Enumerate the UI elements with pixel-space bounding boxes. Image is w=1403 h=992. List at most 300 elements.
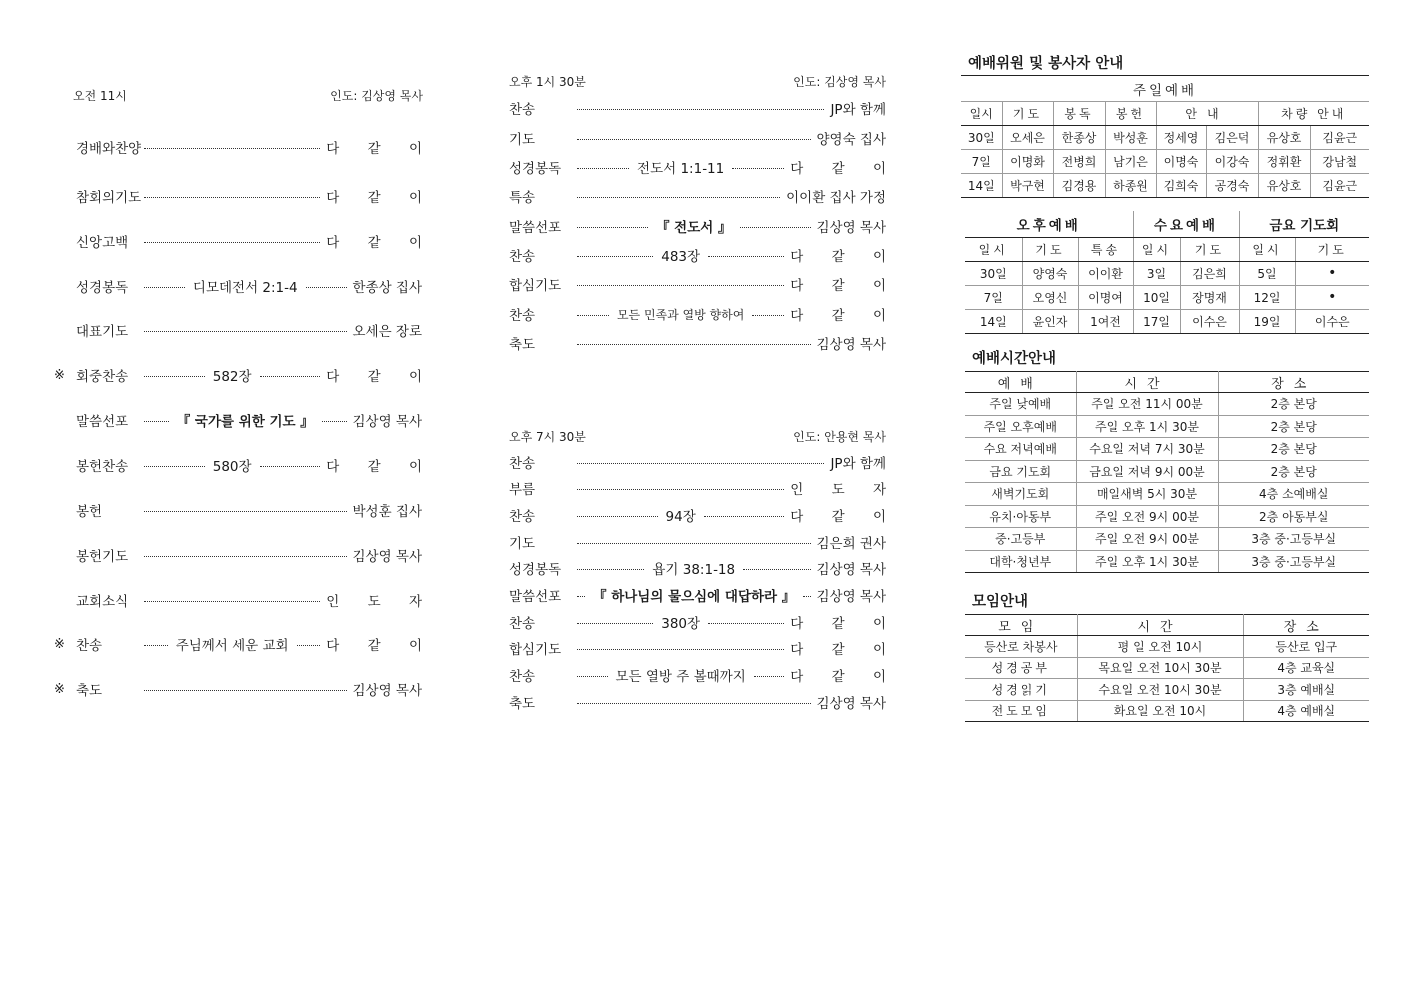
col-header: 장소 xyxy=(1218,372,1369,393)
col-header: 기도 xyxy=(1180,237,1239,261)
order-leader-line xyxy=(144,365,320,385)
table-cell: 한종상 xyxy=(1053,125,1105,149)
order-label: 기도 xyxy=(509,536,536,552)
dot-leader xyxy=(297,645,321,646)
order-leader-line xyxy=(144,240,320,243)
order-responsible: 다 같 이 xyxy=(790,642,898,658)
table-cell: 등산로 입구 xyxy=(1243,636,1369,658)
dot-leader xyxy=(144,287,185,288)
dot-leader xyxy=(740,227,811,228)
table-row xyxy=(965,309,1369,333)
service-leader: 인도: 안용현 목사 xyxy=(793,430,886,444)
order-item xyxy=(509,304,898,324)
table-row xyxy=(965,550,1369,573)
order-detail: 『 전도서 』 xyxy=(655,220,732,236)
order-item xyxy=(76,500,422,520)
table-row xyxy=(961,125,1369,149)
order-leader-line xyxy=(144,195,320,198)
servers-title-rule xyxy=(961,75,1369,76)
table-cell: 30일 xyxy=(965,261,1022,285)
servers-title: 예배위원 및 봉사자 안내 xyxy=(968,56,1124,72)
dot-leader xyxy=(577,109,824,110)
table-cell: 남기은 xyxy=(1105,149,1156,173)
order-label: 축도 xyxy=(509,337,536,353)
dot-leader xyxy=(577,649,784,650)
table-cell: 수요일 오전 10시 30분 xyxy=(1077,679,1243,701)
dot-leader xyxy=(577,285,784,286)
order-responsible: 이이환 집사 가정 xyxy=(786,190,886,206)
table-cell: 중·고등부 xyxy=(965,528,1076,551)
evening-service-header xyxy=(509,428,886,445)
order-leader-line xyxy=(577,647,784,650)
col-header: 일시 xyxy=(961,101,1002,125)
order-leader-line xyxy=(577,461,824,464)
order-leader-line xyxy=(144,146,320,149)
order-leader-line xyxy=(577,665,784,685)
table-cell: 성경읽기 xyxy=(965,679,1077,701)
dot-leader xyxy=(577,315,609,316)
dot-leader xyxy=(577,227,648,228)
dot-leader xyxy=(577,703,811,704)
table-row xyxy=(965,415,1369,438)
table-cell: 이강숙 xyxy=(1206,149,1258,173)
table-cell: 1여전 xyxy=(1078,309,1133,333)
order-item xyxy=(76,137,434,157)
col-header: 시간 xyxy=(1077,615,1243,636)
friday-group-title: 금요 기도회 xyxy=(1269,217,1340,234)
table-cell: 4층 소예배실 xyxy=(1218,483,1369,506)
table-row xyxy=(965,393,1369,416)
order-item xyxy=(509,128,886,148)
order-label: 봉헌 xyxy=(76,504,103,520)
table-cell: 주일 오전 9시 00분 xyxy=(1076,505,1218,528)
table-cell: 7일 xyxy=(965,285,1022,309)
service-leader: 인도: 김상영 목사 xyxy=(330,89,423,103)
table-cell: 이수은 xyxy=(1180,309,1239,333)
order-item xyxy=(509,333,886,353)
order-responsible: 김상영 목사 xyxy=(352,683,422,699)
order-responsible: 김상영 목사 xyxy=(816,589,886,605)
order-detail: 380장 xyxy=(661,616,701,632)
dot-leader xyxy=(577,168,629,169)
table-cell: 4층 예배실 xyxy=(1243,700,1369,722)
table-cell: 유상호 xyxy=(1258,173,1310,197)
morning-service-header xyxy=(73,87,423,104)
table-cell: 수요 저녁예배 xyxy=(965,438,1076,461)
order-responsible: 김상영 목사 xyxy=(816,562,886,578)
order-item xyxy=(509,274,898,294)
table-cell: 전병희 xyxy=(1053,149,1105,173)
table-cell: 이명여 xyxy=(1078,285,1133,309)
dot-leader xyxy=(144,242,320,243)
order-responsible: 김상영 목사 xyxy=(352,414,422,430)
order-item xyxy=(54,365,434,385)
order-leader-line xyxy=(577,245,784,265)
order-item xyxy=(509,532,886,552)
table-cell: 대학·청년부 xyxy=(965,550,1076,573)
table-cell: 이명숙 xyxy=(1156,149,1206,173)
dot-leader xyxy=(144,148,320,149)
order-responsible: 다 같 이 xyxy=(326,235,434,251)
col-header: 장소 xyxy=(1243,615,1369,636)
order-detail: 483장 xyxy=(661,249,701,265)
order-label: 성경봉독 xyxy=(509,562,562,578)
order-responsible: 오세은 장로 xyxy=(352,324,422,340)
dot-leader xyxy=(577,676,608,677)
table-row xyxy=(965,483,1369,506)
table-cell: 유상호 xyxy=(1258,125,1310,149)
order-detail: 모든 열방 주 볼때까지 xyxy=(615,669,746,685)
table-cell: 전도모임 xyxy=(965,700,1077,722)
table-cell: 평 일 오전 10시 xyxy=(1077,636,1243,658)
order-responsible: 다 같 이 xyxy=(790,616,898,632)
stand-mark: ※ xyxy=(54,367,65,383)
order-item xyxy=(509,98,886,118)
order-item xyxy=(509,558,886,578)
order-leader-line xyxy=(577,306,784,323)
order-detail: 94장 xyxy=(665,509,696,525)
table-cell: 주일 오전 11시 00분 xyxy=(1076,393,1218,416)
order-responsible: 다 같 이 xyxy=(790,509,898,525)
dot-leader xyxy=(260,466,321,467)
dot-leader xyxy=(144,376,205,377)
order-detail: 욥기 38:1-18 xyxy=(652,562,736,578)
order-leader-line xyxy=(144,455,320,475)
table-cell: 금요 기도회 xyxy=(965,460,1076,483)
order-leader-line xyxy=(144,554,347,557)
order-leader-line xyxy=(144,688,347,691)
order-responsible: 박성훈 집사 xyxy=(352,504,422,520)
table-cell: 윤인자 xyxy=(1022,309,1078,333)
dot-leader xyxy=(260,376,321,377)
order-responsible: 다 같 이 xyxy=(790,161,898,177)
table-cell: • xyxy=(1295,285,1369,309)
table-cell: 주일 오후예배 xyxy=(965,415,1076,438)
order-label: 성경봉독 xyxy=(76,280,129,296)
order-leader-line xyxy=(577,505,784,525)
table-cell: 30일 xyxy=(961,125,1002,149)
table-cell: 박구현 xyxy=(1002,173,1053,197)
order-item xyxy=(509,452,886,472)
order-responsible: 김상영 목사 xyxy=(352,549,422,565)
table-cell: 김경용 xyxy=(1053,173,1105,197)
order-item xyxy=(509,665,898,685)
col-header: 기도 xyxy=(1022,237,1078,261)
order-label: 찬송 xyxy=(509,102,536,118)
order-label: 말씀선포 xyxy=(509,589,562,605)
col-header: 기도 xyxy=(1295,237,1369,261)
table-row xyxy=(965,460,1369,483)
dot-leader xyxy=(577,623,653,624)
order-leader-line xyxy=(144,599,320,602)
table-cell: 오영신 xyxy=(1022,285,1078,309)
dot-leader xyxy=(577,139,811,140)
table-cell: 김희숙 xyxy=(1156,173,1206,197)
order-label: 찬송 xyxy=(76,638,103,654)
dot-leader xyxy=(144,511,347,512)
table-cell: 19일 xyxy=(1239,309,1295,333)
table-cell: 김윤근 xyxy=(1310,173,1369,197)
order-responsible: 한종상 집사 xyxy=(352,280,422,296)
table-row xyxy=(965,700,1369,722)
order-leader-line xyxy=(577,701,811,704)
order-responsible: 다 같 이 xyxy=(790,308,898,324)
dot-leader xyxy=(577,596,585,597)
order-leader-line xyxy=(577,612,784,632)
table-cell: 새벽기도회 xyxy=(965,483,1076,506)
dot-leader xyxy=(144,466,205,467)
order-responsible: 다 같 이 xyxy=(790,249,898,265)
table-cell: 2층 아동부실 xyxy=(1218,505,1369,528)
order-leader-line xyxy=(144,509,347,512)
table-cell: 정휘환 xyxy=(1258,149,1310,173)
order-responsible: 양영숙 집사 xyxy=(816,132,886,148)
order-leader-line xyxy=(577,585,811,605)
order-responsible: 다 같 이 xyxy=(790,669,898,685)
table-cell: 3층 중·고등부실 xyxy=(1218,550,1369,573)
order-label: 봉헌찬송 xyxy=(76,459,129,475)
table-row xyxy=(965,528,1369,551)
col-header: 안내 xyxy=(1156,101,1258,125)
col-header: 시간 xyxy=(1076,372,1218,393)
order-item xyxy=(509,585,886,605)
order-responsible: 김은희 권사 xyxy=(816,536,886,552)
dot-leader xyxy=(144,421,169,422)
order-leader-line xyxy=(144,634,320,654)
dot-leader xyxy=(144,331,347,332)
table-cell: 목요일 오전 10시 30분 xyxy=(1077,657,1243,679)
stand-mark: ※ xyxy=(54,681,65,697)
order-responsible: 다 같 이 xyxy=(326,638,434,654)
table-row xyxy=(965,679,1369,701)
order-item xyxy=(509,505,898,525)
order-detail: 582장 xyxy=(212,369,252,385)
col-header: 일시 xyxy=(965,237,1022,261)
table-cell: 화요일 오전 10시 xyxy=(1077,700,1243,722)
schedule-table xyxy=(965,371,1369,573)
order-responsible: 김상영 목사 xyxy=(816,220,886,236)
order-item xyxy=(76,590,434,610)
dot-leader xyxy=(144,197,320,198)
order-leader-line xyxy=(577,558,811,578)
order-item xyxy=(509,478,898,498)
order-detail: 580장 xyxy=(212,459,252,475)
order-responsible: 다 같 이 xyxy=(790,278,898,294)
order-responsible: 다 같 이 xyxy=(326,459,434,475)
stand-mark: ※ xyxy=(54,636,65,652)
dot-leader xyxy=(732,168,784,169)
order-leader-line xyxy=(577,541,811,544)
dot-leader xyxy=(803,596,811,597)
table-row xyxy=(965,505,1369,528)
table-cell: 3일 xyxy=(1133,261,1180,285)
order-label: 말씀선포 xyxy=(509,220,562,236)
order-detail: 『 하나님의 물으심에 대답하라 』 xyxy=(593,589,796,605)
dot-leader xyxy=(577,256,653,257)
order-item xyxy=(509,612,898,632)
order-item xyxy=(509,216,886,236)
order-label: 찬송 xyxy=(509,669,536,685)
table-cell: 주일 오후 1시 30분 xyxy=(1076,550,1218,573)
table-cell: 하종원 xyxy=(1105,173,1156,197)
col-header: 차량 안내 xyxy=(1258,101,1369,125)
order-leader-line xyxy=(144,276,347,296)
table-cell: 박성훈 xyxy=(1105,125,1156,149)
dot-leader xyxy=(577,344,811,345)
service-time: 오전 11시 xyxy=(73,89,127,103)
order-label: 부름 xyxy=(509,482,536,498)
table-cell: 매일새벽 5시 30분 xyxy=(1076,483,1218,506)
order-leader-line xyxy=(577,216,811,236)
order-label: 회중찬송 xyxy=(76,369,129,385)
order-leader-line xyxy=(577,137,811,140)
order-detail: 주님께서 세운 교회 xyxy=(175,638,289,654)
col-header: 예배 xyxy=(965,372,1076,393)
table-cell: 이이환 xyxy=(1078,261,1133,285)
order-label: 찬송 xyxy=(509,308,536,324)
dot-leader xyxy=(577,489,784,490)
col-header: 모임 xyxy=(965,615,1077,636)
table-cell: 12일 xyxy=(1239,285,1295,309)
table-cell: 유치·아동부 xyxy=(965,505,1076,528)
order-item xyxy=(76,410,422,430)
order-item xyxy=(76,320,422,340)
order-item xyxy=(76,231,434,251)
order-label: 말씀선포 xyxy=(76,414,129,430)
table-cell: 공경숙 xyxy=(1206,173,1258,197)
dot-leader xyxy=(577,543,811,544)
table-row xyxy=(965,438,1369,461)
order-responsible: 다 같 이 xyxy=(326,190,434,206)
order-label: 대표기도 xyxy=(76,324,129,340)
order-label: 합심기도 xyxy=(509,642,562,658)
order-item xyxy=(76,186,434,206)
table-row xyxy=(965,285,1369,309)
order-item xyxy=(76,455,434,475)
order-leader-line xyxy=(144,410,347,430)
dot-leader xyxy=(306,287,347,288)
order-label: 봉헌기도 xyxy=(76,549,129,565)
dot-leader xyxy=(743,569,810,570)
order-leader-line xyxy=(577,487,784,490)
table-cell: 등산로 차봉사 xyxy=(965,636,1077,658)
order-detail: 모든 민족과 열방 향하여 xyxy=(616,307,745,322)
col-header: 봉독 xyxy=(1053,101,1105,125)
table-cell: 이명화 xyxy=(1002,149,1053,173)
table-cell: 수요일 저녁 7시 30분 xyxy=(1076,438,1218,461)
table-cell: 4층 교육실 xyxy=(1243,657,1369,679)
sunday-service-title: 주일예배 xyxy=(1132,82,1198,99)
col-header: 기도 xyxy=(1002,101,1053,125)
order-item xyxy=(509,157,898,177)
order-responsible: JP와 함께 xyxy=(830,456,886,472)
dot-leader xyxy=(577,463,824,464)
table-cell: 장명재 xyxy=(1180,285,1239,309)
order-label: 특송 xyxy=(509,190,536,206)
table-cell: 3층 예배실 xyxy=(1243,679,1369,701)
wednesday-group-title: 수요예배 xyxy=(1153,217,1219,234)
dot-leader xyxy=(708,256,784,257)
order-label: 경배와찬양 xyxy=(76,141,142,157)
order-item xyxy=(54,634,434,654)
meetings-title: 모임안내 xyxy=(972,594,1029,610)
table-cell: 정세영 xyxy=(1156,125,1206,149)
order-detail: 디모데전서 2:1-4 xyxy=(192,280,298,296)
order-label: 참회의기도 xyxy=(76,190,142,206)
order-label: 교회소식 xyxy=(76,594,129,610)
table-cell: 주일 낮예배 xyxy=(965,393,1076,416)
table-cell: 강남철 xyxy=(1310,149,1369,173)
order-responsible: JP와 함께 xyxy=(830,102,886,118)
table-row xyxy=(965,261,1369,285)
order-label: 찬송 xyxy=(509,509,536,525)
table-cell: 김은희 xyxy=(1180,261,1239,285)
col-header: 일시 xyxy=(1133,237,1180,261)
order-label: 찬송 xyxy=(509,249,536,265)
dot-leader xyxy=(577,197,780,198)
afternoon-service-header xyxy=(509,73,886,90)
table-row xyxy=(961,173,1369,197)
order-responsible: 다 같 이 xyxy=(326,141,434,157)
order-label: 찬송 xyxy=(509,616,536,632)
order-detail: 전도서 1:1-11 xyxy=(637,161,725,177)
meetings-table xyxy=(965,614,1369,722)
col-header: 일시 xyxy=(1239,237,1295,261)
dot-leader xyxy=(144,601,320,602)
table-cell: 오세은 xyxy=(1002,125,1053,149)
order-label: 축도 xyxy=(509,696,536,712)
table-cell: 2층 본당 xyxy=(1218,438,1369,461)
dot-leader xyxy=(752,315,784,316)
table-cell: 성경공부 xyxy=(965,657,1077,679)
order-responsible: 인 도 자 xyxy=(790,482,898,498)
dot-leader xyxy=(577,569,644,570)
table-cell: 17일 xyxy=(1133,309,1180,333)
table-cell: 7일 xyxy=(961,149,1002,173)
order-label: 축도 xyxy=(76,683,103,699)
table-cell: 2층 본당 xyxy=(1218,393,1369,416)
order-label: 성경봉독 xyxy=(509,161,562,177)
dot-leader xyxy=(708,623,784,624)
dot-leader xyxy=(322,421,347,422)
table-cell: 3층 중·고등부실 xyxy=(1218,528,1369,551)
table-cell: 양영숙 xyxy=(1022,261,1078,285)
order-leader-line xyxy=(577,107,824,110)
dot-leader xyxy=(144,645,168,646)
order-label: 찬송 xyxy=(509,456,536,472)
table-cell: 이수은 xyxy=(1295,309,1369,333)
table-cell: 김은덕 xyxy=(1206,125,1258,149)
order-item xyxy=(54,679,422,699)
table-cell: 2층 본당 xyxy=(1218,415,1369,438)
order-leader-line xyxy=(577,195,780,198)
weekday-table xyxy=(965,211,1369,334)
table-row xyxy=(961,149,1369,173)
order-item xyxy=(76,545,422,565)
table-cell: 14일 xyxy=(965,309,1022,333)
order-responsible: 김상영 목사 xyxy=(816,337,886,353)
order-item xyxy=(509,186,886,206)
table-cell: 10일 xyxy=(1133,285,1180,309)
table-cell: 2층 본당 xyxy=(1218,460,1369,483)
col-header: 특송 xyxy=(1078,237,1133,261)
servers-table xyxy=(961,77,1369,198)
service-leader: 인도: 김상영 목사 xyxy=(793,75,886,89)
order-responsible: 다 같 이 xyxy=(326,369,434,385)
table-cell: • xyxy=(1295,261,1369,285)
table-row xyxy=(965,636,1369,658)
order-leader-line xyxy=(577,157,784,177)
